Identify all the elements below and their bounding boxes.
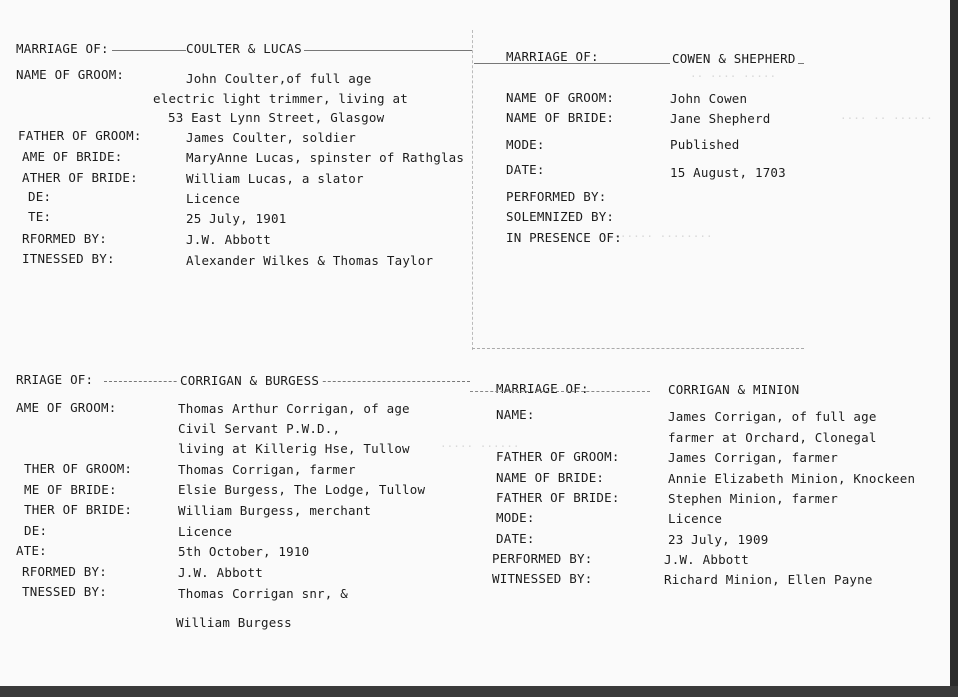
mode-value: Licence bbox=[668, 511, 723, 526]
ghost-text: ····· ······ bbox=[440, 440, 520, 453]
groom-occupation: Civil Servant P.W.D., bbox=[178, 421, 341, 436]
date-value: 5th October, 1910 bbox=[178, 544, 310, 559]
groom-value: Thomas Arthur Corrigan, of age bbox=[178, 401, 410, 416]
bride-label: ME OF BRIDE: bbox=[24, 482, 117, 497]
date-label: DATE: bbox=[496, 531, 535, 546]
groom-address: living at Killerig Hse, Tullow bbox=[178, 441, 410, 456]
bride-value: Elsie Burgess, The Lodge, Tullow bbox=[178, 482, 426, 497]
bride-value: Annie Elizabeth Minion, Knockeen bbox=[668, 471, 916, 486]
father-groom-value: James Corrigan, farmer bbox=[668, 450, 838, 465]
date-label: TE: bbox=[28, 209, 52, 224]
witnessed-label: WITNESSED BY: bbox=[492, 571, 593, 586]
mode-value: Licence bbox=[178, 524, 233, 539]
date-value: 15 August, 1703 bbox=[670, 165, 786, 180]
father-groom-value: Thomas Corrigan, farmer bbox=[178, 462, 356, 477]
couple-name: CORRIGAN & MINION bbox=[668, 382, 800, 397]
date-label: ATE: bbox=[16, 543, 47, 558]
mode-label: MODE: bbox=[506, 137, 545, 152]
father-groom-value: James Coulter, soldier bbox=[186, 130, 356, 145]
witnessed-value: Alexander Wilkes & Thomas Taylor bbox=[186, 253, 434, 268]
couple-name: CORRIGAN & BURGESS bbox=[180, 373, 320, 388]
name-occupation: farmer at Orchard, Clonegal bbox=[668, 430, 877, 445]
marriage-of-label: MARRIAGE OF: bbox=[496, 381, 589, 396]
horizontal-divider bbox=[472, 348, 804, 349]
witnessed-value: Richard Minion, Ellen Payne bbox=[664, 572, 873, 587]
witnessed-label: ITNESSED BY: bbox=[22, 251, 115, 266]
bride-value: MaryAnne Lucas, spinster of Rathglas bbox=[186, 150, 465, 165]
groom-address: 53 East Lynn Street, Glasgow bbox=[168, 110, 385, 125]
performed-value: J.W. Abbott bbox=[664, 552, 749, 567]
bride-label: NAME OF BRIDE: bbox=[496, 470, 605, 485]
father-bride-label: FATHER OF BRIDE: bbox=[496, 490, 620, 505]
mode-label: DE: bbox=[24, 523, 48, 538]
groom-value: John Coulter,of full age bbox=[186, 71, 372, 86]
father-groom-label: THER OF GROOM: bbox=[24, 461, 133, 476]
marriage-of-label: MARRIAGE OF: bbox=[506, 49, 599, 64]
marriage-of-label: MARRIAGE OF: bbox=[16, 41, 109, 56]
witnessed-value: Thomas Corrigan snr, & bbox=[178, 586, 348, 601]
header-rule bbox=[470, 391, 650, 392]
ghost-text: ········ ········ bbox=[600, 230, 713, 243]
performed-label: RFORMED BY: bbox=[22, 231, 107, 246]
performed-label: RFORMED BY: bbox=[22, 564, 107, 579]
couple-name: COWEN & SHEPHERD bbox=[672, 51, 796, 66]
father-groom-label: FATHER OF GROOM: bbox=[18, 128, 142, 143]
ghost-text: ·· ···· ····· bbox=[690, 70, 777, 83]
father-bride-value: William Lucas, a slator bbox=[186, 171, 364, 186]
mode-value: Published bbox=[670, 137, 740, 152]
performed-label: PERFORMED BY: bbox=[492, 551, 593, 566]
groom-label: AME OF GROOM: bbox=[16, 400, 117, 415]
performed-label: PERFORMED BY: bbox=[506, 189, 607, 204]
father-bride-value: William Burgess, merchant bbox=[178, 503, 372, 518]
mode-label: MODE: bbox=[496, 510, 535, 525]
mode-label: DE: bbox=[28, 189, 52, 204]
father-bride-label: ATHER OF BRIDE: bbox=[22, 170, 138, 185]
ghost-text: ···· ·· ······ bbox=[840, 112, 933, 125]
bride-label: AME OF BRIDE: bbox=[22, 149, 123, 164]
groom-occupation: electric light trimmer, living at bbox=[153, 91, 408, 106]
bride-value: Jane Shepherd bbox=[670, 111, 771, 126]
couple-name: COULTER & LUCAS bbox=[186, 41, 302, 56]
name-label: NAME: bbox=[496, 407, 535, 422]
date-value: 23 July, 1909 bbox=[668, 532, 769, 547]
groom-value: John Cowen bbox=[670, 91, 748, 106]
scan-border-bottom bbox=[0, 686, 958, 697]
witnessed-label: TNESSED BY: bbox=[22, 584, 107, 599]
father-bride-label: THER OF BRIDE: bbox=[24, 502, 133, 517]
groom-label: NAME OF GROOM: bbox=[16, 67, 125, 82]
date-value: 25 July, 1901 bbox=[186, 211, 287, 226]
performed-value: J.W. Abbott bbox=[186, 232, 271, 247]
mode-value: Licence bbox=[186, 191, 241, 206]
father-bride-value: Stephen Minion, farmer bbox=[668, 491, 838, 506]
vertical-divider bbox=[472, 30, 473, 350]
bride-label: NAME OF BRIDE: bbox=[506, 110, 615, 125]
solemnized-label: SOLEMNIZED BY: bbox=[506, 209, 615, 224]
father-groom-label: FATHER OF GROOM: bbox=[496, 449, 620, 464]
presence-label: IN PRESENCE OF: bbox=[506, 230, 622, 245]
performed-value: J.W. Abbott bbox=[178, 565, 263, 580]
name-value: James Corrigan, of full age bbox=[668, 409, 877, 424]
groom-label: NAME OF GROOM: bbox=[506, 90, 615, 105]
date-label: DATE: bbox=[506, 162, 545, 177]
scan-border-right bbox=[950, 0, 958, 697]
witnessed-value-continued: William Burgess bbox=[176, 615, 292, 630]
marriage-of-label: RRIAGE OF: bbox=[16, 372, 94, 387]
